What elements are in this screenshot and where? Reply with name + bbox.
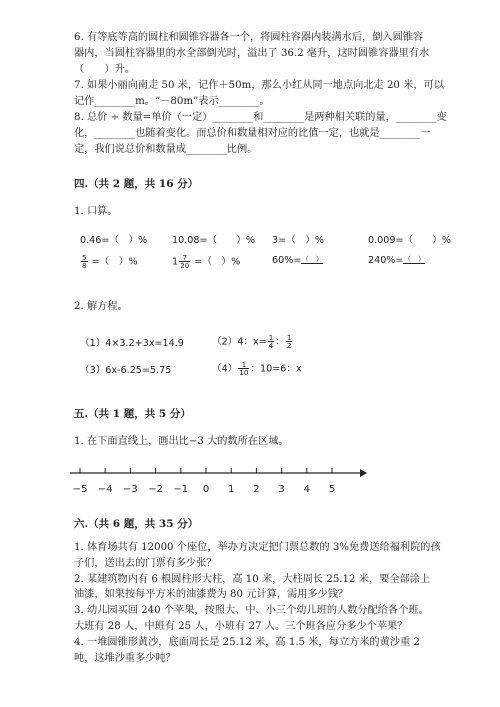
number-line-tick-label: 0 (202, 484, 210, 495)
calc-item: 240%=（ ） (368, 255, 425, 266)
fraction: $\frac{1}{2}$ (286, 333, 292, 351)
question-line: 8. 总价 ÷ 数量=单价（一定）________和________是两种相关联的量，________变 (74, 112, 447, 123)
question-line: 记作________m。“－80m”表示________。 (74, 95, 270, 107)
problem-line: 4. 一堆圆锥形黄沙，底面周长是 25.12 米，高 1.5 米，每立方米的黄沙重 2 (74, 636, 420, 648)
calc-item: 10.08=（ ）% (172, 235, 255, 246)
calc-item: 1 $\frac{7}{20}$ =（ ）% (172, 253, 241, 271)
equation-item: （3）6x-6.25=5.75 (80, 365, 172, 376)
section-5-heading: 五.（共 1 题，共 5 分） (74, 408, 191, 420)
fraction: $\frac{1}{4}$ (268, 333, 274, 351)
question-line: （ ）升。 (74, 63, 136, 75)
question-line: 化，________也随着变化。而总价和数量相对应的比值一定，也就是________一 (74, 127, 431, 139)
section-4-heading: 四.（共 2 题，共 16 分） (74, 178, 199, 190)
calc-item: $\frac{5}{8}$ =（ ）% (82, 253, 138, 271)
answer-blank[interactable]: （ ） (403, 255, 425, 263)
question-6 (74, 30, 434, 77)
calc-item: 3=（ ）% (272, 235, 325, 246)
answer-blank[interactable]: （ ） (301, 255, 323, 263)
question-8 (74, 110, 447, 157)
equation-item: （1）4×3.2+3x=14.9 (80, 338, 184, 349)
calc-item: 0.009=（ ）% (368, 235, 451, 246)
number-line-tick-label: 5 (328, 484, 336, 495)
number-line-tick-label: −3 (123, 484, 138, 495)
number-line-tick-label: 2 (253, 484, 260, 495)
number-line-tick-label: 3 (278, 484, 285, 495)
number-line-tick-label: −4 (97, 484, 113, 495)
problem-line: 3. 幼儿园买回 240 个苹果，按照大、中、小三个幼儿班的人数分配给各个班。 (74, 605, 429, 617)
question-line: 定，我们说总价和数量成________比例。 (74, 143, 258, 155)
number-line-tick-label: −1 (173, 484, 189, 495)
problem-line: 子们，送出去的门票有多少张？ (74, 557, 217, 569)
problem-line: 油漆，如果按每平方米的油漆费为 80 元计算，需用多少钱？ (74, 589, 349, 601)
problem-line: 1. 体育场共有 12000 个座位，举办方决定把门票总数的 3%免费送给福利院的孩 (74, 542, 441, 553)
number-line-ticks (73, 468, 336, 495)
number-line-tick-label: 4 (303, 484, 310, 495)
problem-line: 大班有 28 人，中班有 25 人，小班有 27 人。三个班各应分多少个苹果？ (74, 621, 408, 633)
equation-title: 2. 解方程。 (74, 301, 128, 312)
oral-calc-title: 1. 口算。 (74, 206, 118, 217)
number-line[interactable] (68, 463, 368, 503)
question-line: 6. 有等底等高的圆柱和圆锥容器各一个，将圆柱容器内装满水后，倒入圆锥容 (74, 32, 424, 43)
number-line-tick-label: −5 (72, 484, 88, 495)
number-line-question: 1. 在下面直线上，画出比−3 大的数所在区域。 (74, 436, 289, 447)
problem-line: 2. 某建筑物内有 6 根圆柱形大柱，高 10 米，大柱周长 25.12 米，要全部涂上 (74, 573, 431, 585)
problem-line: 吨，这堆沙重多少吨？ (74, 652, 176, 664)
question-line: 器内，当圆柱容器里的水全部倒光时，溢出了 36.2 毫升，这时圆锥容器里有水 (74, 47, 430, 59)
section-6-heading: 六.（共 6 题，共 35 分） (74, 518, 199, 530)
equation-item: （4） $\frac{1}{10}$ ：10=6：x (212, 360, 302, 378)
fraction: $\frac{7}{20}$ (180, 253, 190, 271)
calc-item: 0.46=（ ）% (80, 235, 148, 246)
fraction: $\frac{5}{8}$ (82, 253, 87, 271)
question-7 (74, 78, 444, 110)
number-line-tick-label: −2 (148, 484, 163, 495)
number-line-tick-label: 1 (228, 484, 235, 495)
word-problems (74, 540, 441, 667)
question-line: 7. 如果小丽向南走 50 米，记作＋50m，那么小红从同一地点向北走 20 米，可以 (74, 80, 444, 91)
arrow-right-icon (360, 469, 367, 477)
fraction: $\frac{1}{10}$ (239, 360, 249, 378)
calc-item: 60%=（ ） (272, 255, 323, 266)
equation-item: （2）4：x= $\frac{1}{4}$ ： $\frac{1}{2}$ (212, 333, 292, 351)
